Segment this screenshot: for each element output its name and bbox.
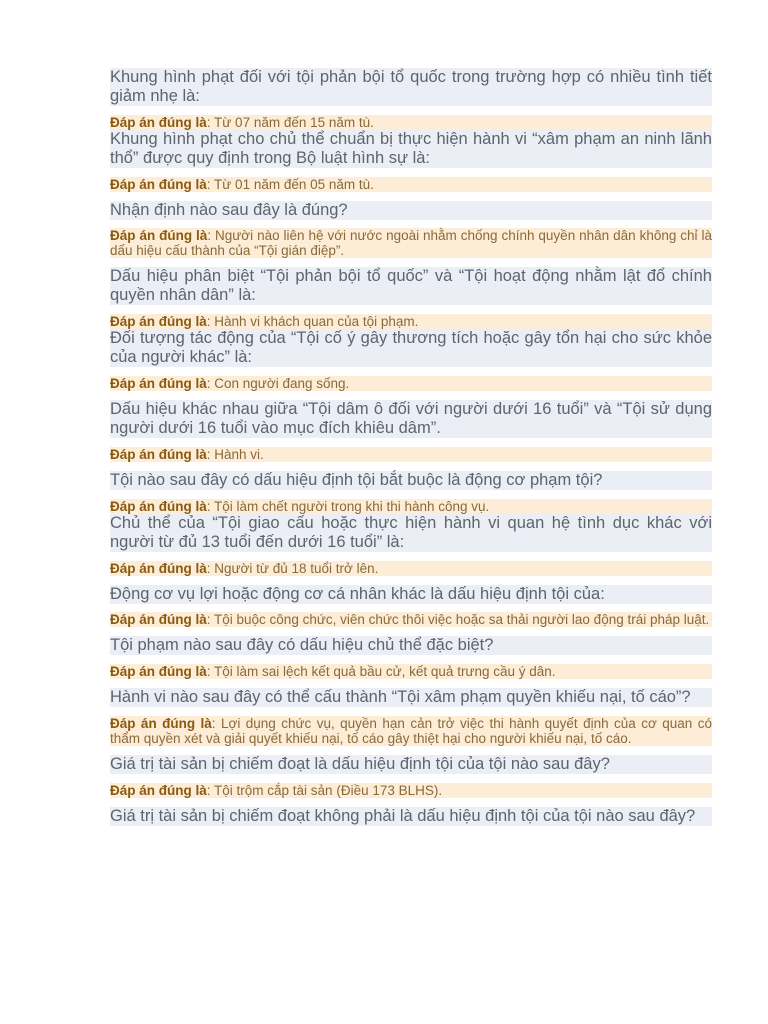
- answer-prefix: Đáp án đúng là: [110, 716, 212, 731]
- question-6: Dấu hiệu khác nhau giữa “Tội dâm ô đối với người dưới 16 tuổi” và “Tội sử dụng người dưới 16 tuổi vào mục đích khiêu dâm”.: [110, 400, 712, 437]
- answer-5: [110, 376, 712, 391]
- question-10: Tội phạm nào sau đây có dấu hiệu chủ thể đặc biệt?: [110, 636, 712, 655]
- answer-prefix: Đáp án đúng là: [110, 447, 207, 462]
- question-3: Nhận định nào sau đây là đúng?: [110, 201, 712, 220]
- answer-prefix: Đáp án đúng là: [110, 228, 208, 243]
- answer-prefix: Đáp án đúng là: [110, 612, 207, 627]
- question-1: Khung hình phạt đối với tội phản bội tổ quốc trong trường hợp có nhiều tình tiết giảm nhẹ là:: [110, 68, 712, 105]
- question-7: Tội nào sau đây có dấu hiệu định tội bắt buộc là động cơ phạm tội?: [110, 471, 712, 490]
- answer-4: [110, 314, 712, 329]
- answer-text: : Tội buộc công chức, viên chức thôi việc hoặc sa thải người lao động trái pháp luật.: [206, 612, 710, 627]
- answer-prefix: Đáp án đúng là: [110, 177, 207, 192]
- answer-text: : Hành vi.: [206, 447, 264, 462]
- answer-prefix: Đáp án đúng là: [110, 115, 207, 130]
- document-page: [110, 68, 712, 826]
- answer-text: : Hành vi khách quan của tội phạm.: [206, 314, 419, 329]
- question-4: Dấu hiệu phân biệt “Tội phản bội tổ quốc” và “Tội hoạt động nhằm lật đổ chính quyền nhân dân” là:: [110, 267, 712, 304]
- answer-prefix: Đáp án đúng là: [110, 499, 207, 514]
- answer-11: [110, 716, 712, 746]
- answer-3: [110, 228, 712, 258]
- answer-9: [110, 612, 712, 627]
- answer-prefix: Đáp án đúng là: [110, 783, 207, 798]
- question-13: Giá trị tài sản bị chiếm đoạt không phải là dấu hiệu định tội của tội nào sau đây?: [110, 807, 712, 826]
- answer-text: : Tội làm sai lệch kết quả bầu cử, kết quả trưng cầu ý dân.: [206, 664, 556, 679]
- answer-prefix: Đáp án đúng là: [110, 561, 207, 576]
- answer-text: : Từ 07 năm đến 15 năm tù.: [206, 115, 374, 130]
- question-5: Đối tượng tác động của “Tội cố ý gây thương tích hoặc gây tổn hại cho sức khỏe của người khác” là:: [110, 329, 712, 366]
- answer-prefix: Đáp án đúng là: [110, 664, 207, 679]
- answer-text: : Từ 01 năm đến 05 năm tù.: [206, 177, 374, 192]
- answer-8: [110, 561, 712, 576]
- answer-prefix: Đáp án đúng là: [110, 314, 207, 329]
- question-8: Chủ thể của “Tội giao cấu hoặc thực hiện hành vi quan hệ tình dục khác với người từ đủ 13 tuổi đến dưới 16 tuổi” là:: [110, 514, 712, 551]
- answer-text: : Con người đang sống.: [206, 376, 350, 391]
- answer-text: : Lợi dụng chức vụ, quyền hạn cản trở việc thi hành quyết định của cơ quan có thẩm quyền xét và giải quyết khiếu nại, tố cáo gây thiệt hại cho người khiếu nại, tố cáo.: [110, 716, 712, 746]
- answer-text: : Tội làm chết người trong khi thi hành công vụ.: [206, 499, 490, 514]
- answer-1: [110, 115, 712, 130]
- answer-7: [110, 499, 712, 514]
- answer-text: : Người từ đủ 18 tuổi trở lên.: [206, 561, 379, 576]
- answer-text: : Người nào liên hệ với nước ngoài nhằm chống chính quyền nhân dân không chỉ là dấu hiệu cấu thành của “Tội gián điệp”.: [110, 228, 712, 258]
- question-9: Động cơ vụ lợi hoặc động cơ cá nhân khác là dấu hiệu định tội của:: [110, 585, 712, 604]
- question-11: Hành vi nào sau đây có thể cấu thành “Tội xâm phạm quyền khiếu nại, tố cáo”?: [110, 688, 712, 707]
- answer-6: [110, 447, 712, 462]
- question-12: Giá trị tài sản bị chiếm đoạt là dấu hiệu định tội của tội nào sau đây?: [110, 755, 712, 774]
- answer-10: [110, 664, 712, 679]
- question-2: Khung hình phạt cho chủ thể chuẩn bị thực hiện hành vi “xâm phạm an ninh lãnh thổ” được quy định trong Bộ luật hình sự là:: [110, 130, 712, 167]
- answer-12: [110, 783, 712, 798]
- answer-2: [110, 177, 712, 192]
- answer-prefix: Đáp án đúng là: [110, 376, 207, 391]
- answer-text: : Tội trộm cắp tài sản (Điều 173 BLHS).: [206, 783, 443, 798]
